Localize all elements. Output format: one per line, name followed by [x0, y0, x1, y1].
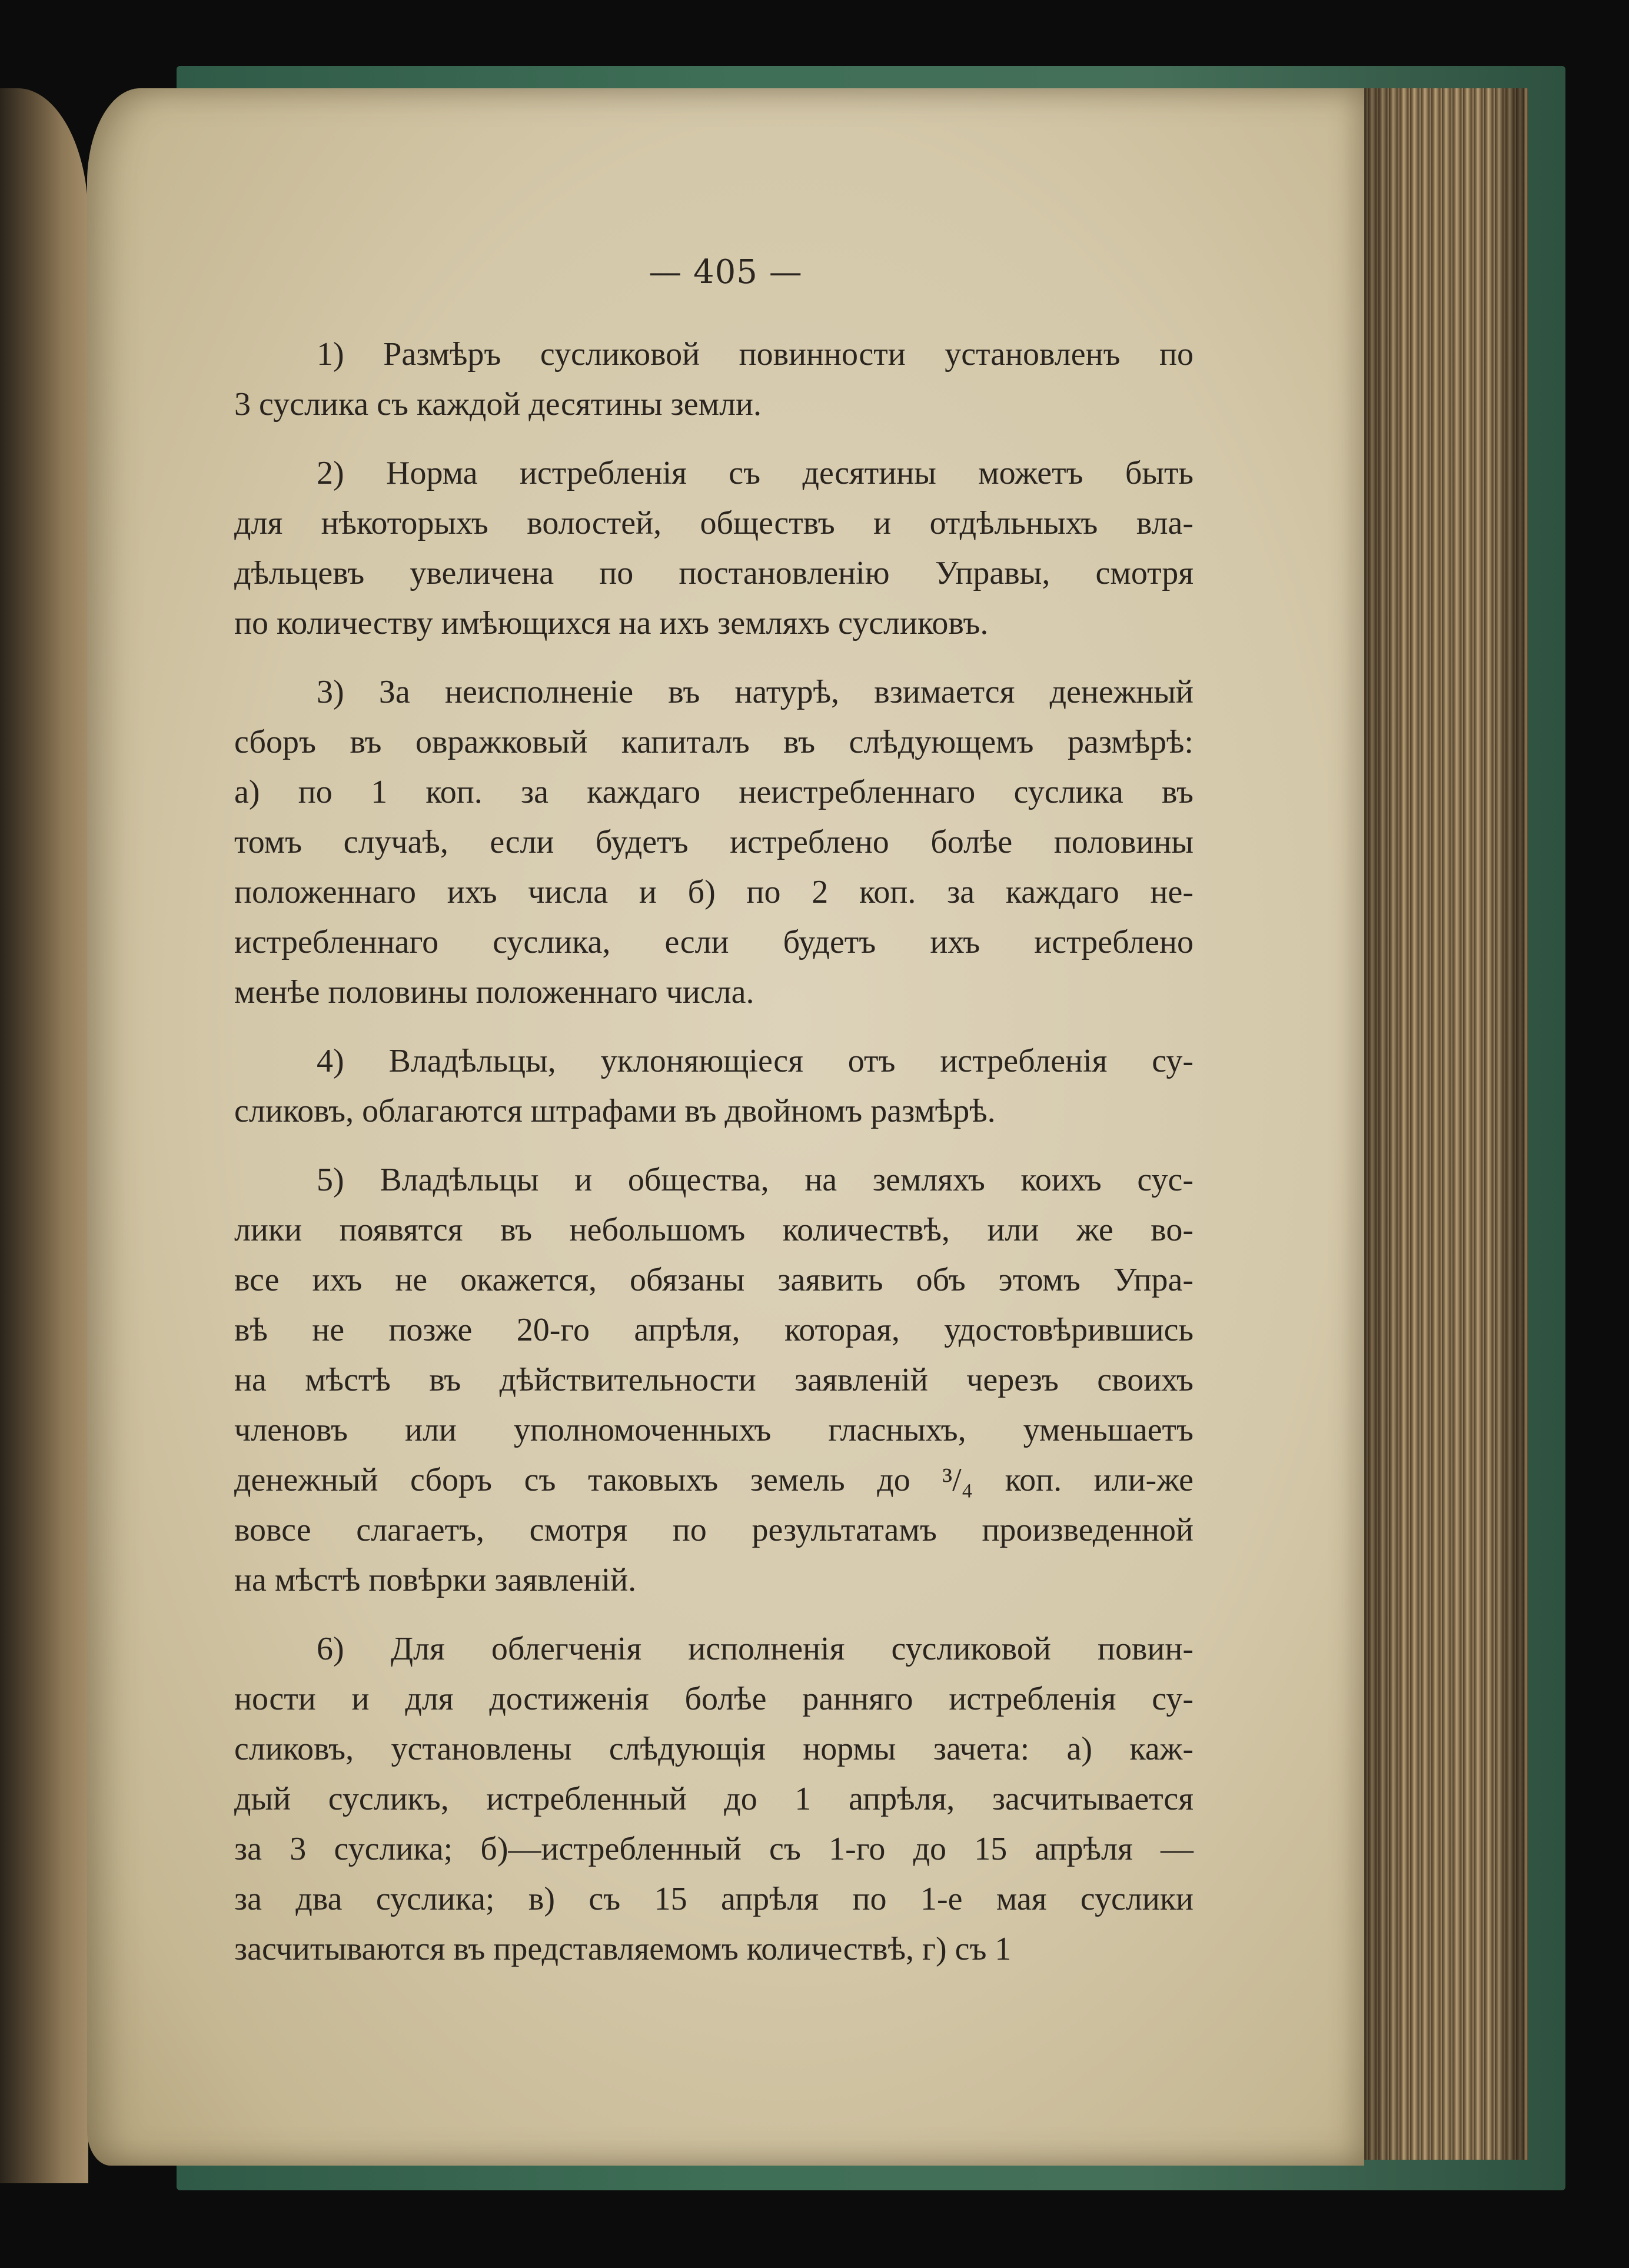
text-line: ности и для достиженія болѣе ранняго истребленія су-	[234, 1681, 1194, 1717]
text-line: 3 суслика съ каждой десятины земли.	[234, 386, 762, 423]
text-line: для нѣкоторыхъ волостей, обществъ и отдѣльныхъ вла-	[234, 505, 1194, 541]
paragraph-6	[234, 1624, 1194, 1974]
text-line: истребленнаго суслика, если будетъ ихъ истреблено	[234, 924, 1194, 960]
page-stack-shadow	[1354, 88, 1524, 2160]
previous-page-edge	[0, 88, 88, 2183]
text-line: лики появятся въ небольшомъ количествѣ, или же во-	[234, 1212, 1194, 1248]
text-line: за два суслика; в) съ 15 апрѣля по 1-е мая суслики	[234, 1881, 1194, 1917]
paragraph-4	[234, 1036, 1194, 1136]
paragraph-5	[234, 1155, 1194, 1605]
text-line: вовсе слагаетъ, смотря по результатамъ произведенной	[234, 1512, 1194, 1548]
text-line: сликовъ, установлены слѣдующія нормы зачета: а) каж-	[234, 1731, 1194, 1767]
paragraph-2	[234, 448, 1194, 649]
text-line: денежный сборъ съ таковыхъ земель до ³/₄ коп. или-же	[234, 1462, 1194, 1498]
text-line: на мѣстѣ повѣрки заявленій.	[234, 1562, 637, 1598]
text-line: 4) Владѣльцы, уклоняющіеся отъ истребленія су-	[317, 1043, 1194, 1079]
text-line: 3) За неисполненіе въ натурѣ, взимается денежный	[317, 674, 1194, 710]
text-line: дѣльцевъ увеличена по постановленію Управы, смотря	[234, 555, 1194, 591]
text-line: засчитываются въ представляемомъ количествѣ, г) съ 1	[234, 1931, 1012, 1967]
text-line: 5) Владѣльцы и общества, на земляхъ коихъ сус-	[317, 1162, 1194, 1198]
text-line: положеннаго ихъ числа и б) по 2 коп. за каждаго не-	[234, 874, 1194, 910]
text-line: дый сусликъ, истребленный до 1 апрѣля, засчитывается	[234, 1781, 1194, 1817]
text-line: членовъ или уполномоченныхъ гласныхъ, уменьшаетъ	[234, 1412, 1194, 1448]
text-line: а) по 1 коп. за каждаго неистребленнаго суслика въ	[234, 774, 1194, 810]
text-line: сликовъ, облагаются штрафами въ двойномъ размѣрѣ.	[234, 1093, 996, 1129]
text-line: 2) Норма истребленія съ десятины можетъ быть	[317, 455, 1194, 491]
text-line: менѣе половины положеннаго числа.	[234, 974, 754, 1010]
text-line: за 3 суслика; б)—истребленный съ 1-го до 15 апрѣля —	[234, 1831, 1194, 1867]
book-page	[87, 88, 1364, 2166]
text-line: томъ случаѣ, если будетъ истреблено болѣе половины	[234, 824, 1194, 860]
paragraph-3	[234, 667, 1194, 1017]
text-line: сборъ въ овражковый капиталъ въ слѣдующемъ размѣрѣ:	[234, 724, 1194, 760]
text-line: по количеству имѣющихся на ихъ земляхъ сусликовъ.	[234, 605, 989, 641]
page-body	[234, 330, 1194, 1993]
text-line: на мѣстѣ въ дѣйствительности заявленій черезъ своихъ	[234, 1362, 1194, 1398]
paragraph-1	[234, 330, 1194, 430]
page-number: — 405 —	[649, 253, 803, 291]
text-line: 6) Для облегченія исполненія сусликовой повин-	[317, 1631, 1194, 1667]
text-line: все ихъ не окажется, обязаны заявить объ этомъ Упра-	[234, 1262, 1194, 1298]
text-line: вѣ не позже 20-го апрѣля, которая, удостовѣрившись	[234, 1312, 1194, 1348]
text-line: 1) Размѣръ сусликовой повинности установленъ по	[317, 336, 1194, 373]
